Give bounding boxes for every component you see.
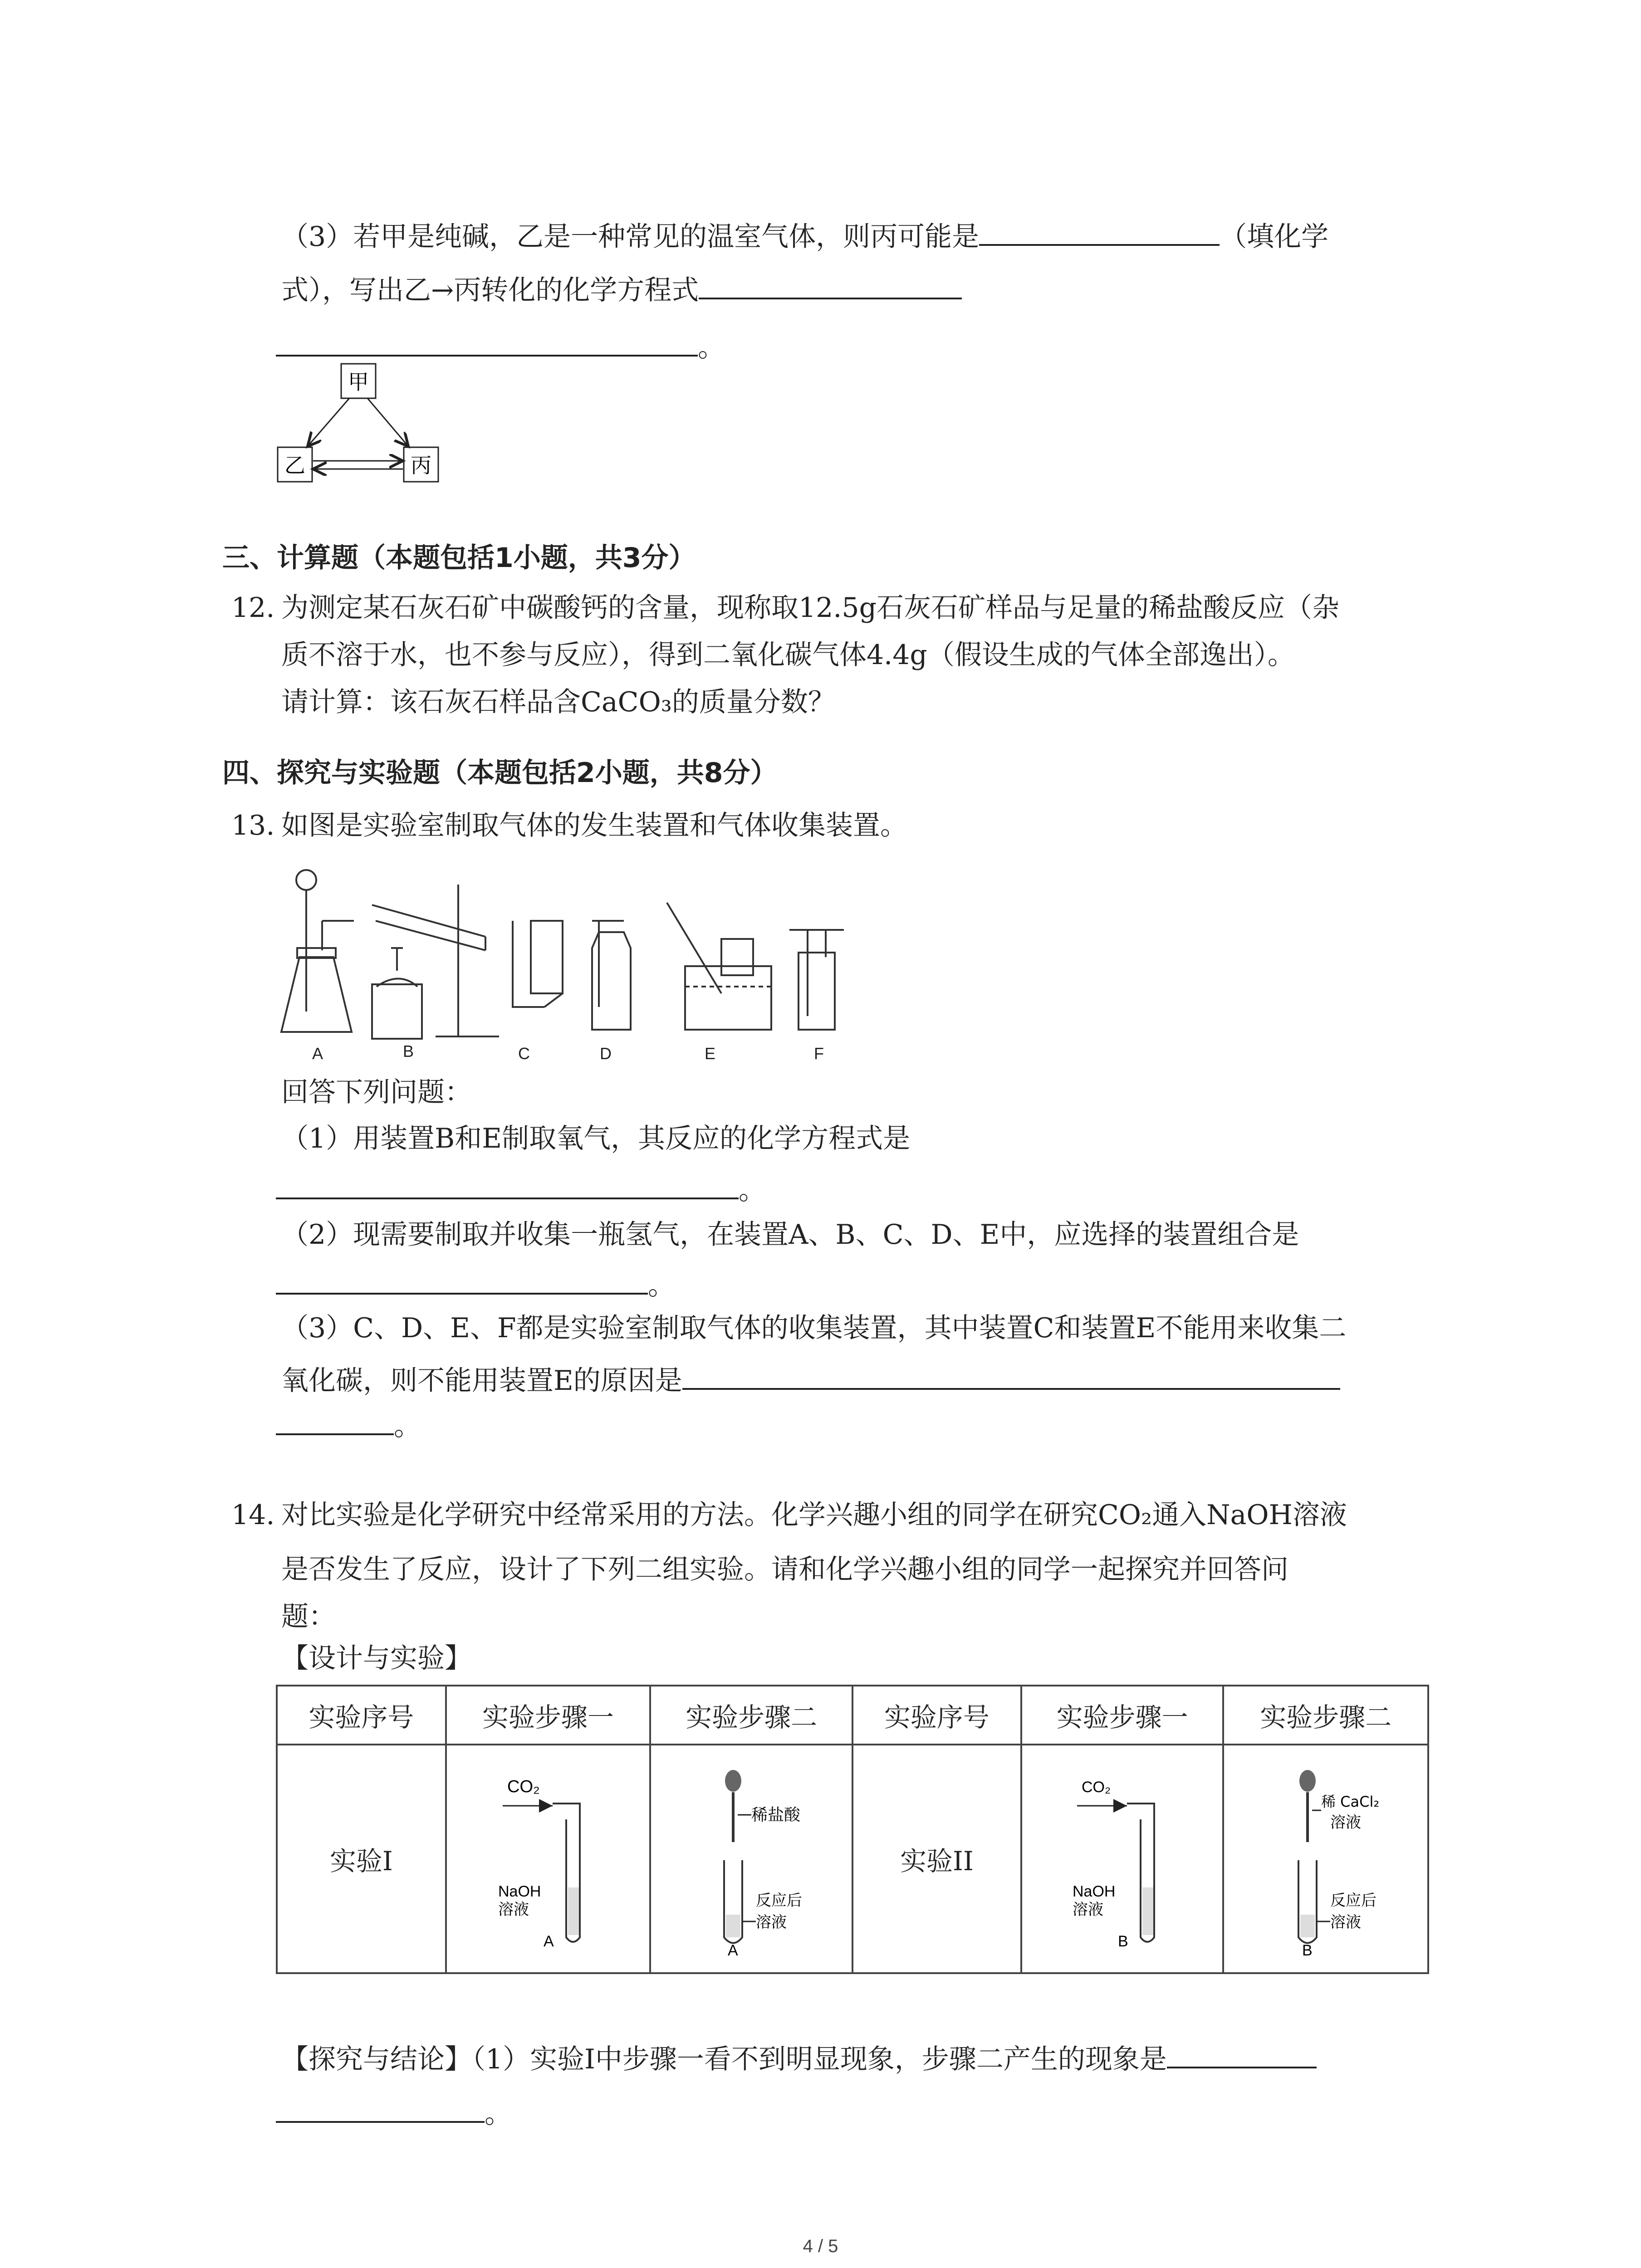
experiment-table xyxy=(276,1685,1429,1974)
svg-text:溶液: 溶液 xyxy=(1072,1901,1103,1919)
svg-text:稀盐酸: 稀盐酸 xyxy=(751,1806,801,1824)
svg-text:CO₂: CO₂ xyxy=(507,1777,540,1796)
conclusion-text: 【探究与结论】（1）实验I中步骤一看不到明显现象，步骤二产生的现象是 xyxy=(281,2043,1167,2075)
answer-blank[interactable] xyxy=(276,1406,394,1435)
table-header: 实验序号 xyxy=(277,1686,446,1745)
answer-blank[interactable] xyxy=(699,270,962,299)
q14-number: 14. xyxy=(231,1499,275,1531)
answer-blank[interactable] xyxy=(276,327,698,357)
svg-text:溶液: 溶液 xyxy=(1330,1913,1362,1931)
period: 。 xyxy=(485,2098,512,2130)
q12-line1: 为测定某石灰石矿中碳酸钙的含量，现称取12.5g石灰石矿样品与足量的稀盐酸反应（杂 xyxy=(281,592,1339,624)
q11-3-text-line2: 式），写出乙→丙转化的化学方程式 xyxy=(281,274,699,306)
period: 。 xyxy=(698,332,725,363)
q13-3-line2: 氧化碳，则不能用装置E的原因是 xyxy=(281,1365,682,1397)
answer-blank[interactable] xyxy=(979,217,1220,246)
table-header: 实验步骤一 xyxy=(446,1686,651,1745)
svg-text:A: A xyxy=(728,1942,738,1955)
table-cell-fig xyxy=(650,1745,852,1973)
answer-blank[interactable] xyxy=(1167,2039,1317,2068)
period: 。 xyxy=(394,1410,421,1442)
section-4-heading: 四、探究与实验题（本题包括2小题，共8分） xyxy=(222,757,778,789)
page-number: 4 / 5 xyxy=(803,2236,838,2256)
table-cell-exp2: 实验II xyxy=(852,1745,1021,1973)
svg-text:溶液: 溶液 xyxy=(1330,1813,1362,1832)
answer-intro: 回答下列问题： xyxy=(281,1076,472,1108)
table-header: 实验序号 xyxy=(852,1686,1021,1745)
q11-3-text-end: （填化学 xyxy=(1220,221,1329,253)
q12-line2: 质不溶于水，也不参与反应），得到二氧化碳气体4.4g（假设生成的气体全部逸出）。 xyxy=(281,639,1295,671)
co2-into-naoh-figure-b xyxy=(1054,1756,1190,1955)
co2-into-naoh-figure-a xyxy=(480,1756,616,1955)
period: 。 xyxy=(648,1270,675,1301)
svg-text:NaOH: NaOH xyxy=(1072,1883,1116,1900)
svg-text:溶液: 溶液 xyxy=(498,1901,529,1919)
q13-3-line1: （3）C、D、E、F都是实验室制取气体的收集装置，其中装置C和装置E不能用来收集二 xyxy=(281,1312,1347,1344)
label-C: C xyxy=(518,1044,530,1063)
section-3-heading: 三、计算题（本题包括1小题，共3分） xyxy=(222,542,696,574)
label-B: B xyxy=(402,1042,414,1061)
svg-text:B: B xyxy=(1117,1933,1128,1950)
q14-line3: 题： xyxy=(281,1601,336,1633)
answer-blank[interactable] xyxy=(276,1170,739,1199)
q12-number: 12. xyxy=(231,592,275,624)
answer-blank[interactable] xyxy=(682,1361,1340,1390)
svg-text:NaOH: NaOH xyxy=(498,1883,541,1900)
table-cell-fig xyxy=(1223,1745,1428,1973)
q13-number: 13. xyxy=(231,810,275,841)
label-E: E xyxy=(704,1044,716,1063)
q13-1: （1）用装置B和E制取氧气，其反应的化学方程式是 xyxy=(281,1123,911,1154)
q13-stem: 如图是实验室制取气体的发生装置和气体收集装置。 xyxy=(281,810,907,841)
triangle-diagram xyxy=(272,358,454,490)
period: 。 xyxy=(739,1174,766,1206)
answer-blank[interactable] xyxy=(276,2094,485,2123)
gas-apparatus-figure xyxy=(272,857,871,1066)
q14-line2: 是否发生了反应，设计了下列二组实验。请和化学兴趣小组的同学一起探究并回答问 xyxy=(281,1554,1288,1585)
table-header: 实验步骤二 xyxy=(650,1686,852,1745)
table-header: 实验步骤二 xyxy=(1223,1686,1428,1745)
q14-line1: 对比实验是化学研究中经常采用的方法。化学兴趣小组的同学在研究CO₂通入NaOH溶液 xyxy=(281,1499,1347,1531)
add-hcl-figure-a xyxy=(683,1756,819,1955)
q12-line3: 请计算：该石灰石样品含CaCO₃的质量分数？ xyxy=(281,686,835,718)
q11-3-text: （3）若甲是纯碱，乙是一种常见的温室气体，则丙可能是 xyxy=(281,221,980,253)
label-F: F xyxy=(814,1044,824,1063)
svg-text:反应后: 反应后 xyxy=(1330,1892,1377,1910)
box-bing: 丙 xyxy=(411,453,431,478)
label-A: A xyxy=(312,1044,323,1063)
design-heading: 【设计与实验】 xyxy=(281,1642,472,1674)
table-header: 实验步骤一 xyxy=(1021,1686,1224,1745)
add-cacl2-figure-b xyxy=(1258,1756,1394,1955)
svg-text:CO₂: CO₂ xyxy=(1081,1779,1111,1796)
table-cell-fig xyxy=(1021,1745,1224,1973)
box-jia: 甲 xyxy=(348,370,369,394)
table-cell-exp1: 实验I xyxy=(277,1745,446,1973)
svg-text:A: A xyxy=(544,1933,554,1950)
q13-2: （2）现需要制取并收集一瓶氢气，在装置A、B、C、D、E中，应选择的装置组合是 xyxy=(281,1219,1299,1251)
svg-text:B: B xyxy=(1302,1942,1313,1955)
table-cell-fig xyxy=(446,1745,651,1973)
svg-text:稀 CaCl₂: 稀 CaCl₂ xyxy=(1321,1793,1380,1810)
svg-text:反应后: 反应后 xyxy=(756,1892,803,1910)
answer-blank[interactable] xyxy=(276,1266,648,1295)
box-yi: 乙 xyxy=(284,453,305,478)
svg-text:溶液: 溶液 xyxy=(756,1913,787,1931)
label-D: D xyxy=(600,1044,612,1063)
